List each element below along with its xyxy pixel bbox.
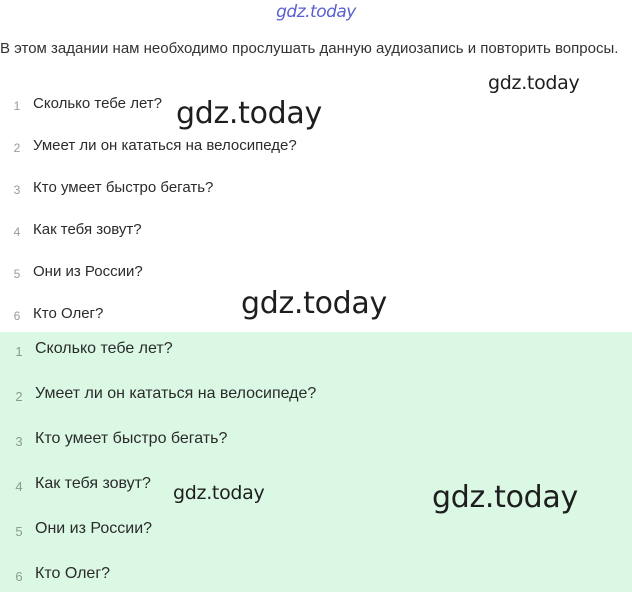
task-intro-text: В этом задании нам необходимо прослушать данную аудиозапись и повторить вопросы.	[0, 40, 619, 57]
item-text: Умеет ли он кататься на велосипеде?	[35, 385, 317, 402]
list-item	[0, 519, 632, 545]
item-number: 4	[15, 479, 23, 494]
list-item	[0, 220, 632, 246]
item-number: 2	[15, 389, 23, 404]
item-text: Кто умеет быстро бегать?	[35, 430, 228, 447]
item-number: 1	[15, 344, 23, 359]
watermark: gdz.today	[488, 72, 580, 94]
list-item	[0, 136, 632, 162]
item-text: Кто умеет быстро бегать?	[33, 179, 214, 196]
watermark: gdz.today	[176, 96, 322, 131]
list-item	[0, 339, 632, 365]
answers-list	[0, 332, 632, 592]
list-item	[0, 262, 632, 288]
list-item	[0, 429, 632, 455]
item-number: 4	[13, 225, 21, 239]
watermark: gdz.today	[241, 286, 387, 321]
item-text: Сколько тебе лет?	[33, 95, 163, 112]
list-item	[0, 384, 632, 410]
item-number: 3	[13, 183, 21, 197]
item-number: 6	[13, 309, 21, 323]
item-number: 6	[15, 569, 23, 584]
item-number: 3	[15, 434, 23, 449]
item-text: Как тебя зовут?	[35, 475, 151, 492]
item-number: 5	[13, 267, 21, 281]
item-text: Кто Олег?	[35, 565, 111, 582]
site-logo: gdz.today	[276, 2, 356, 22]
item-number: 1	[13, 99, 21, 113]
list-item	[0, 564, 632, 590]
item-number: 5	[15, 524, 23, 539]
item-text: Как тебя зовут?	[33, 221, 142, 238]
item-text: Сколько тебе лет?	[35, 340, 173, 357]
item-text: Они из России?	[33, 263, 143, 280]
item-number: 2	[13, 141, 21, 155]
item-text: Кто Олег?	[33, 305, 104, 322]
watermark: gdz.today	[432, 480, 578, 515]
list-item	[0, 178, 632, 204]
item-text: Они из России?	[35, 520, 153, 537]
item-text: Умеет ли он кататься на велосипеде?	[33, 137, 297, 154]
watermark: gdz.today	[173, 482, 265, 504]
